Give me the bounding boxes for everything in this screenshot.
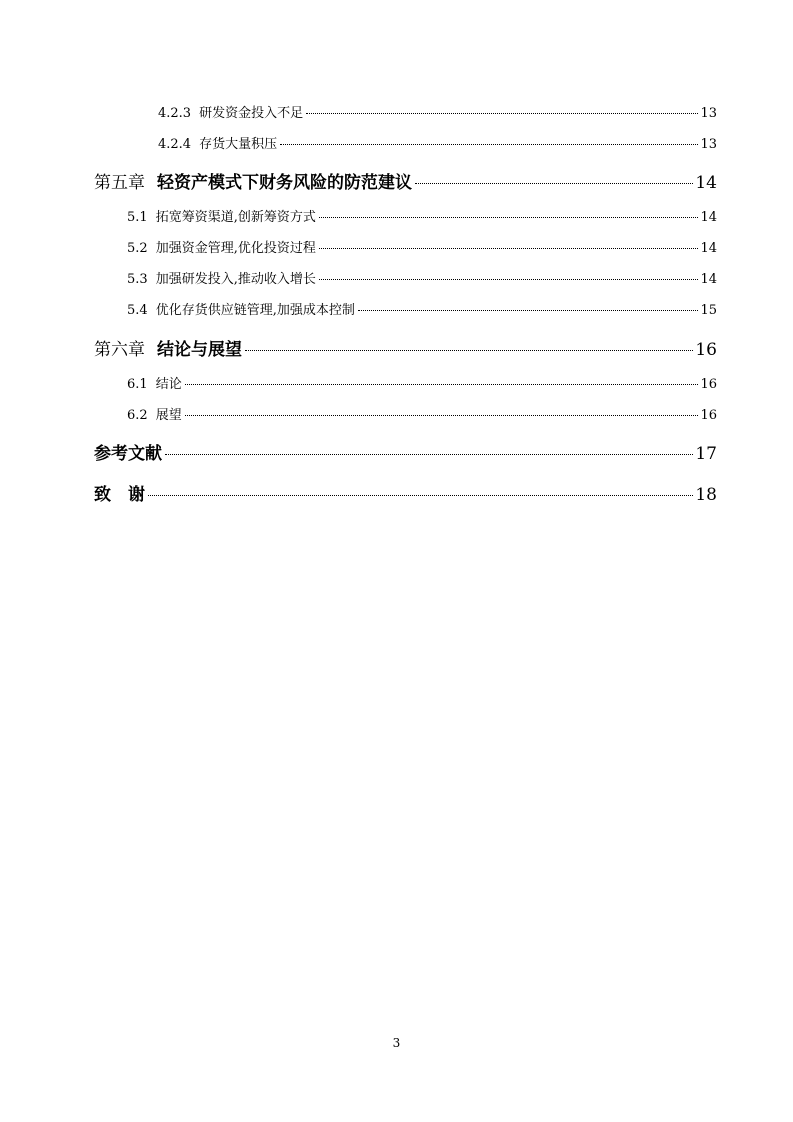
toc-entry-title: 加强研发投入,推动收入增长 [155, 272, 316, 287]
toc-entry-page: 16 [700, 377, 717, 392]
toc-dot-leader [280, 144, 698, 145]
toc-dot-leader [358, 310, 699, 311]
toc-entry-number: 4.2.4 [158, 137, 192, 152]
toc-entry-4-2-3[interactable] [158, 102, 717, 121]
toc-dot-leader [319, 279, 699, 280]
toc-chapter-6[interactable] [94, 335, 717, 360]
toc-dot-leader [185, 415, 699, 416]
toc-chapter-title: 结论与展望 [157, 340, 242, 360]
toc-entry-title: 展望 [155, 408, 182, 423]
toc-entry-number: 4.2.3 [158, 106, 192, 121]
toc-entry-page: 16 [695, 340, 717, 360]
toc-dot-leader [165, 454, 693, 455]
toc-entry-5-1[interactable] [127, 206, 717, 225]
toc-entry-number: 6.2 [127, 408, 148, 423]
toc-chapter-title: 参考文献 [94, 444, 162, 464]
toc-dot-leader [245, 350, 693, 351]
toc-entry-title: 优化存货供应链管理,加强成本控制 [155, 303, 355, 318]
toc-entry-5-2[interactable] [127, 237, 717, 256]
toc-entry-5-4[interactable] [127, 299, 717, 318]
toc-entry-page: 14 [700, 241, 717, 256]
toc-entry-page: 15 [700, 303, 717, 318]
toc-entry-number: 5.2 [127, 241, 148, 256]
toc-chapter-number: 第五章 [94, 173, 145, 193]
toc-entry-title: 拓宽筹资渠道,创新筹资方式 [155, 210, 316, 225]
toc-entry-page: 14 [695, 173, 717, 193]
toc-dot-leader [319, 248, 699, 249]
page-number: 3 [392, 1036, 401, 1050]
toc-entry-page: 17 [695, 444, 717, 464]
toc-entry-number: 6.1 [127, 377, 148, 392]
toc-references[interactable] [94, 439, 717, 464]
toc-entry-title: 结论 [155, 377, 182, 392]
toc-entry-title: 加强资金管理,优化投资过程 [155, 241, 316, 256]
toc-entry-title: 存货大量积压 [199, 137, 278, 152]
toc-entry-number: 5.4 [127, 303, 148, 318]
toc-dot-leader [148, 495, 693, 496]
toc-entry-number: 5.3 [127, 272, 148, 287]
toc-entry-number: 5.1 [127, 210, 148, 225]
toc-entry-page: 13 [700, 106, 717, 121]
toc-entry-4-2-4[interactable] [158, 133, 717, 152]
toc-entry-6-1[interactable] [127, 373, 717, 392]
toc-dot-leader [185, 384, 699, 385]
toc-dot-leader [415, 183, 693, 184]
toc-entry-page: 18 [695, 485, 717, 505]
toc-entry-page: 14 [700, 210, 717, 225]
toc-entry-6-2[interactable] [127, 404, 717, 423]
toc-dot-leader [319, 217, 699, 218]
toc-entry-5-3[interactable] [127, 268, 717, 287]
toc-chapter-5[interactable] [94, 168, 717, 193]
toc-entry-page: 13 [700, 137, 717, 152]
toc-chapter-title: 轻资产模式下财务风险的防范建议 [157, 173, 412, 193]
toc-acknowledgements[interactable] [94, 480, 717, 505]
toc-entry-title: 研发资金投入不足 [199, 106, 304, 121]
toc-dot-leader [306, 113, 698, 114]
toc-chapter-title: 致 谢 [94, 485, 145, 505]
toc-entry-page: 14 [700, 272, 717, 287]
toc-entry-page: 16 [700, 408, 717, 423]
toc-chapter-number: 第六章 [94, 340, 145, 360]
